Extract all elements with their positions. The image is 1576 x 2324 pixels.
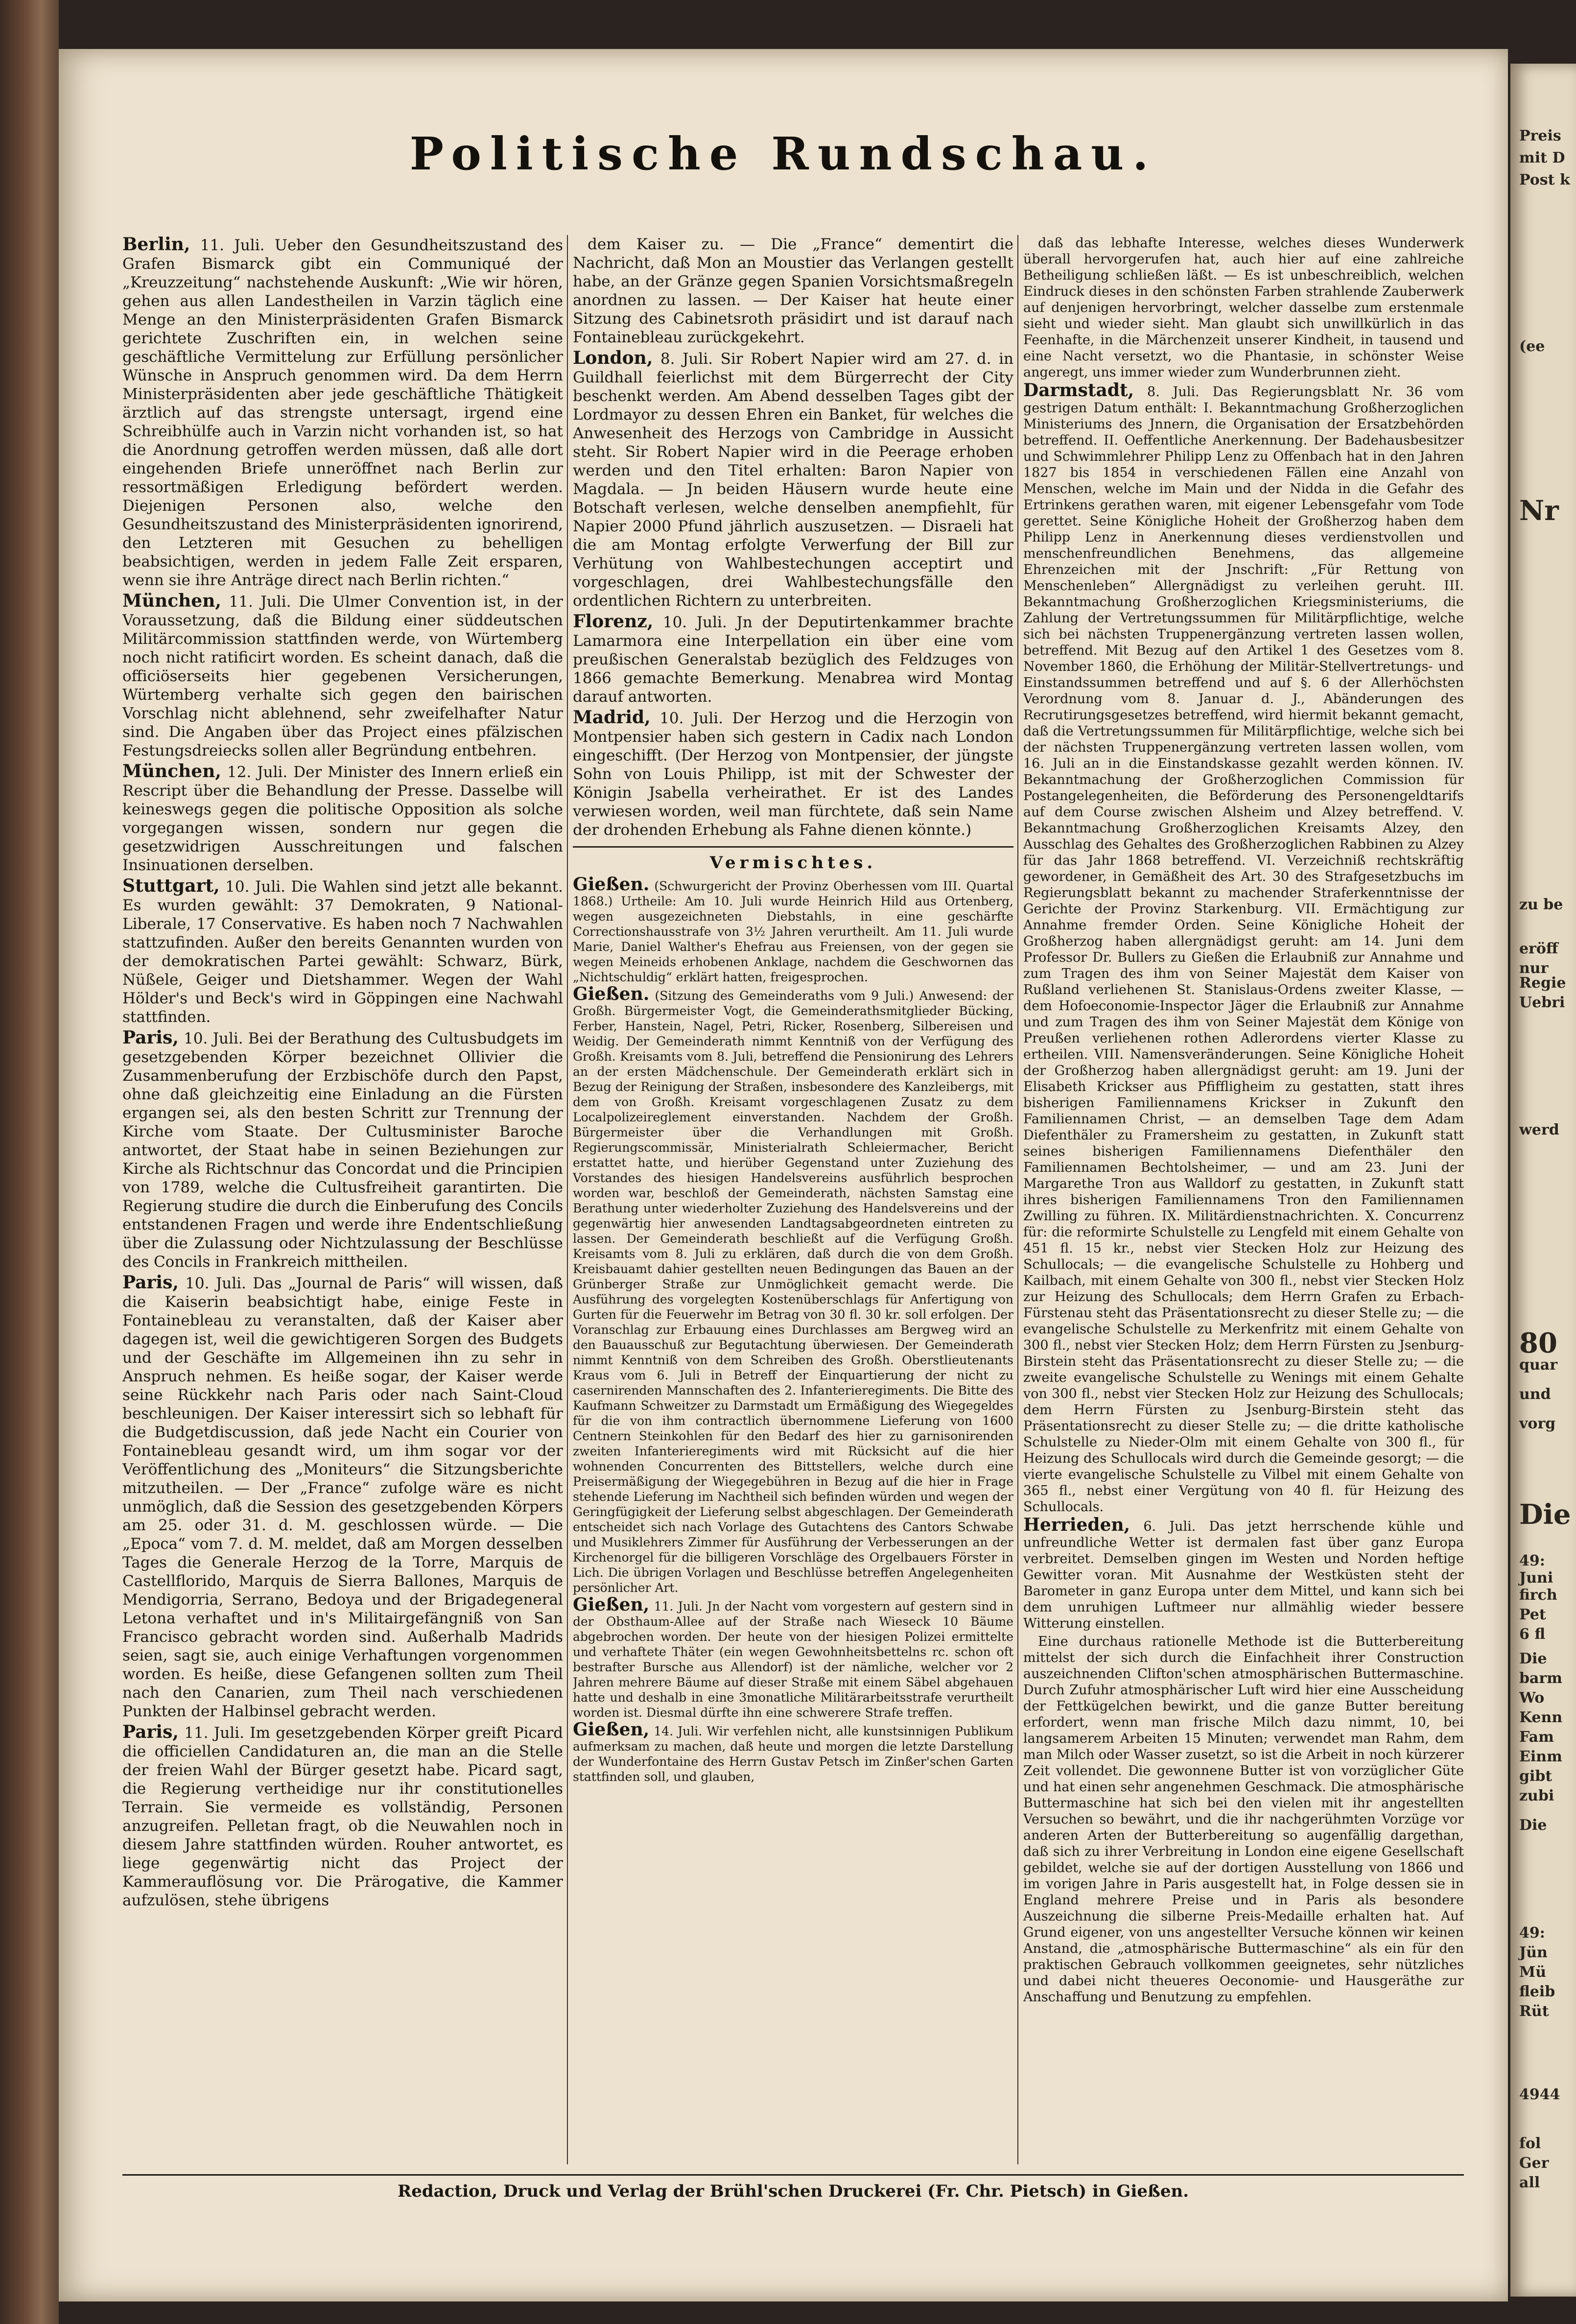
next-page-fragment: Juni	[1519, 1569, 1553, 1587]
article-text: daß das lebhafte Interesse, welches dieses Wunderwerk überall hervorgerufen hat, auch hier auf eine zahlreiche Betheiligung schließen läßt. — Es ist unbeschreiblich, welchen Eindruck dieses in den schönsten Farben strahlende Zauberwerk auf denjenigen hervorbringt, welcher dasselbe zum erstenmale sieht und wieder sieht. Man glaubt sich unwillkürlich in das Feenhafte, in die Märchenzeit unserer Kindheit, in tausend und eine Nacht versetzt, wo die Phantasie, in schönster Weise angeregt, uns immer wieder zum Wunderbrunnen zieht.	[1023, 236, 1464, 380]
column-middle	[573, 235, 1013, 2164]
article-text: dem Kaiser zu. — Die „France“ dementirt die Nachricht, daß Mon an Moustier das Verlangen gestellt habe, an der Gränze gegen Spanien Vorsichtsmaßregeln anordnen zu lassen. — Der Kaiser hat heute einer Sitzung des Cabinetsroth präsidirt und ist darauf nach Fontainebleau zurückgekehrt.	[573, 236, 1013, 346]
next-page-fragment: Regie	[1519, 974, 1566, 992]
next-page-fragment: Jün	[1519, 1944, 1548, 1961]
next-page-fragment: barm	[1519, 1670, 1562, 1687]
next-page-fragment: Die	[1519, 1650, 1547, 1667]
dateline-place: Darmstadt,	[1023, 380, 1134, 401]
next-page-fragment: fleib	[1519, 1983, 1555, 2000]
article-text: 10. Juli. Bei der Berathung des Cultusbudgets im gesetzgebenden Körper bezeichnet Ollivier die Zusammenberufung der Erzbischöfe durch den Papst, ohne daß gleichzeitig eine Einladung an die Fürsten ergangen sei, als den besten Schritt zur Trennung der Kirche vom Staate. Der Cultusminister Baroche antwortet, der Staat habe in seinen Beziehungen zur Kirche als Richtschnur das Concordat und die Principien von 1789, welche die Cultusfreiheit garantirten. Die Regierung studire die durch die Einberufung des Concils entstandenen Fragen und werde ihre Endentschließung über die Zulassung oder Nichtzulassung der Beschlüsse des Concils in Frankreich mittheilen.	[122, 1030, 563, 1271]
next-page-fragment: Rüt	[1519, 2003, 1549, 2020]
dateline-place: Paris,	[122, 1272, 179, 1293]
dateline-place: Madrid,	[573, 707, 651, 728]
dateline-place: Stuttgart,	[122, 876, 220, 896]
dateline-place: Florenz,	[573, 611, 654, 632]
article-paragraph	[573, 874, 1013, 985]
next-page-fragment: 49:	[1519, 1924, 1545, 1942]
next-page-fragment: Preis	[1519, 127, 1561, 144]
article-text: 8. Juli. Das Regierungsblatt Nr. 36 vom gestrigen Datum enthält: I. Bekanntmachung Großherzoglichen Ministeriums des Jnnern, die Organisation der Ersatzbehörden betreffend. II. Oeffentliche Anerkennung. Der Badehausbesitzer und Schwimmlehrer Philipp Lenz zu Offenbach hat in den Jahren 1827 bis 1854 in verschiedenen Fällen eine Anzahl von Menschen, welche im Main und der Nidda in die Gefahr des Ertrinkens gerathen waren, mit eigener Lebensgefahr vom Tode gerettet. Seine Königliche Hoheit der Großherzog haben dem Philipp Lenz in Anerkennung dieses verdienstvollen und menschenfreundlichen Benehmens, das allgemeine Ehrenzeichen mit der Jnschrift: „Für Rettung von Menschenleben“ Allergnädigst zu verleihen geruht. III. Bekanntmachung Großherzoglichen Kriegsministeriums, die Zahlung der Vertretungssummen für Militärpflichtige, welche sich bei nächsten Truppenergänzung vertreten lassen wollen, betreffend. Mit Bezug auf den Artikel 1 des Gesetzes vom 8. November 1860, die Erhöhung der Militär-Stellvertretungs- und Einstandssummen betreffend und auf §. 6 der Allerhöchsten Verordnung vom 8. Januar d. J., Abänderungen des Recrutirungsgesetzes betreffend, wird hiermit bekannt gemacht, daß die Vertretungssummen für Militärpflichtige, welche sich bei der nächsten Truppenergänzung vertreten lassen wollen, vom 16. Juli an in die Einstandskasse gezahlt werden können. IV. Bekanntmachung der Großherzoglichen Commission für Postangelegenheiten, die Beförderung des Personengeldtarifs auf dem Course zwischen Alsheim und Alzey betreffend. V. Bekanntmachung Großherzoglichen Kreisamts Alzey, den Ausschlag des Gehaltes des Großherzoglichen Rabbinen zu Alzey für das Jahr 1868 betreffend. VI. Verzeichniß rechtskräftig gewordener, in Gemäßheit des Art. 30 des Strafgesetzbuchs im Regierungsblatt bekannt zu machender Straferkenntnisse der Gerichte der Provinz Starkenburg. VII. Ermächtigung zur Annahme fremder Orden. Seine Königliche Hoheit der Großherzog haben allergnädigst geruht: am 14. Juni dem Professor Dr. Bullers zu Gießen die Erlaubniß zur Annahme und zum Tragen des ihm von Seiner Majestät dem Kaiser von Rußland verliehenen St. Stanislaus-Ordens zweiter Klasse, — dem Hofoeconomie-Inspector Jäger die Erlaubniß zur Annahme und zum Tragen des ihm von Seiner Majestät dem Könige von Preußen verliehenen rothen Adlerordens vierter Klasse zu ertheilen. VIII. Namensveränderungen. Seine Königliche Hoheit der Großherzog haben allergnädigst geruht: am 19. Juni der Elisabeth Krickser aus Pfiffligheim zu gestatten, statt ihres bisherigen Familiennamens Krickser in Zukunft den Familiennamen Christ, — an demselben Tage dem Adam Diefenthäler zu Framersheim zu gestatten, in Zukunft statt seines bisherigen Familiennamens Diefenthäler den Familiennamen Bechtolsheimer, — und am 23. Juni der Margarethe Tron aus Walldorf zu gestatten, in Zukunft statt ihres bisherigen Familiennamens Tron den Familiennamen Zwilling zu führen. IX. Militärdienstnachrichten. X. Concurrenz für: die reformirte Schulstelle zu Lengfeld mit einem Gehalte von 451 fl. 15 kr., nebst vier Stecken Holz zur Heizung des Schullocals; — die evangelische Schulstelle zu Hohberg und Kailbach, mit einem Gehalte von 300 fl., nebst vier Stecken Holz zur Heizung des Schullocals; dem Herrn Grafen zu Erbach-Fürstenau steht das Präsentationsrecht zu dieser Stelle zu; — die evangelische Schulstelle zu Merkenfritz mit einem Gehalte von 300 fl., nebst vier Stecken Holz; dem Herrn Fürsten zu Jsenburg-Birstein steht das Präsentationsrecht zu dieser Stelle zu; — die zweite evangelische Schulstelle zu Wenings mit einem Gehalte von 300 fl., nebst vier Stecken Holz zur Heizung des Schullocals; dem Herrn Fürsten zu Jsenburg-Birstein steht das Präsentationsrecht zu dieser Stelle zu; — die dritte katholische Schulstelle zu Nieder-Olm mit einem Gehalte von 300 fl., für Heizung des Schullocals wird durch die Gemeinde gesorgt; — die vierte evangelische Schulstelle zu Vilbel mit einem Gehalte von 365 fl., nebst einer Vergütung von 40 fl. für Heizung des Schullocals.	[1023, 384, 1464, 1515]
next-page-fragment: 6 fl	[1519, 1626, 1546, 1643]
next-page-fragment: fol	[1519, 2135, 1541, 2152]
next-page-fragment: Pet	[1519, 1606, 1546, 1623]
article-paragraph	[573, 1594, 1013, 1720]
column-right	[1023, 235, 1464, 2164]
dateline-place: München,	[122, 761, 221, 782]
article-text: Eine durchaus rationelle Methode ist die Butterbereitung mittelst der sich durch die Einfachheit ihrer Construction auszeichnenden Clifton'schen atmosphärischen Buttermaschine. Durch Zufuhr atmosphärischer Luft wird hier eine Ausscheidung der Fettkügelchen bewirkt, und die ganze Butter bereitung erfordert, wenn man frische Milch dazu nimmt, 10, bei langsamerem Arbeiten 15 Minuten; verwendet man Rahm, dem man Milch oder Wasser zusetzt, so ist die Arbeit in noch kürzerer Zeit vollendet. Die gewonnene Butter ist von vorzüglicher Güte und hat einen sehr angenehmen Geschmack. Die atmosphärische Buttermaschine hat sich bei den vielen mit ihr angestellten Versuchen so bewährt, und die ihr nachgerühmten Vorzüge vor anderen Arten der Butterbereitung so augenfällig dargethan, daß sich zu ihrer Verbreitung in London eine eigene Gesellschaft gebildet, welche sie auf der dortigen Ausstellung von 1866 und im vorigen Jahre in Paris ausgestellt hat, in Folge dessen sie in England mehrere Preise und in Paris als besondere Auszeichnung die silberne Preis-Medaille erhalten hat. Auf Grund eigener, von uns angestellter Versuche können wir keinen Anstand, die „atmosphärische Buttermaschine“ als ein für den praktischen Gebrauch vollkommen geeignetes, sehr nützliches und dabei nicht theueres Oeconomie- und Hausgeräthe zur Anschaffung und Benutzung zu empfehlen.	[1023, 1634, 1464, 2005]
next-page-fragment: Die	[1519, 1817, 1547, 1834]
next-page-fragment: 80	[1519, 1327, 1557, 1359]
article-paragraph	[122, 592, 563, 760]
next-page-fragment: Kenn	[1519, 1709, 1563, 1726]
next-page-fragment: Post k	[1519, 171, 1570, 189]
next-page-fragment: 4944	[1519, 2086, 1560, 2103]
article-paragraph	[1023, 1517, 1464, 1632]
next-page-fragment: Mü	[1519, 1964, 1547, 1981]
article-paragraph	[122, 877, 563, 1026]
section-heading-vermischtes: Vermischtes.	[573, 846, 1013, 872]
next-page-fragment: Nr	[1519, 495, 1559, 527]
dateline-place: Paris,	[122, 1722, 179, 1742]
article-paragraph	[573, 1719, 1013, 1784]
next-page-fragment: werd	[1519, 1121, 1559, 1138]
article-text: 10. Juli. Der Herzog und die Herzogin von Montpensier haben sich gestern in Cadix nach London eingeschifft. (Der Herzog von Montpensier, der jüngste Sohn von Louis Philipp, ist mit der Schwester der Königin Jsabella verheirathet. Er ist des Landes verwiesen worden, weil man fürchtete, daß sein Name der drohenden Erhebung als Fahne dienen könnte.)	[573, 710, 1013, 839]
article-paragraph	[122, 1028, 563, 1271]
dateline-place: Paris,	[122, 1027, 179, 1048]
dateline-place: München,	[122, 591, 221, 611]
next-page-fragment: und	[1519, 1386, 1551, 1403]
footer-rule	[122, 2174, 1464, 2176]
dateline-place: Gießen,	[573, 1719, 650, 1740]
newspaper-page	[59, 49, 1508, 2301]
next-page-fragment: Einm	[1519, 1748, 1562, 1765]
book-binding	[0, 0, 59, 2324]
next-page-fragment: Uebri	[1519, 994, 1565, 1011]
next-page-fragment: quar	[1519, 1356, 1558, 1374]
article-text: 11. Juli. Ueber den Gesundheitszustand des Grafen Bismarck gibt ein Communiqué der „Kreuzzeitung“ nachstehende Auskunft: „Wie wir hören, gehen aus allen Landestheilen in Varzin täglich eine Menge an den Ministerpräsidenten Grafen Bismarck gerichtete Zuschriften ein, in welchen seine geschäftliche Vermittelung zur Erfüllung persönlicher Wünsche in Anspruch genommen wird. Da dem Herrn Ministerpräsidenten aber jede geschäftliche Thätigkeit ärztlich auf das strengste untersagt, irgend eine Schreibhülfe auch in Varzin nicht vorhanden ist, so hat die Anordnung getroffen werden müssen, daß alle dort eingehenden Briefe unneröffnet nach Berlin zur ressortmäßigen Erledigung befördert werden. Diejenigen Personen also, welche den Gesundheitszustand des Ministerpräsidenten ignorirend, den Letzteren mit Gesuchen zu behelligen beabsichtigen, werden in jedem Falle Zeit ersparen, wenn sie ihre Anträge direct nach Berlin richten.“	[122, 237, 563, 589]
next-page-fragment: Fam	[1519, 1729, 1554, 1746]
adjacent-page-edge	[1510, 64, 1576, 2297]
next-page-fragment: zu be	[1519, 896, 1563, 913]
next-page-fragment: firch	[1519, 1587, 1557, 1604]
article-paragraph	[122, 1723, 563, 1910]
article-paragraph	[122, 762, 563, 875]
article-paragraph	[573, 235, 1013, 347]
next-page-fragment: gibt	[1519, 1768, 1552, 1785]
article-text: (Schwurgericht der Provinz Oberhessen vom III. Quartal 1868.) Urtheile: Am 10. Juli wurde Heinrich Hild aus Ortenberg, wegen ausgezeichneten Diebstahls, in eine geschärfte Correctionshausstrafe von 3½ Jahren verurtheilt. Am 11. Juli wurde Marie, Daniel Walther's Ehefrau aus Freiensen, von der gegen sie wegen Meineids erhobenen Anklage, nachdem die Geschwornen das „Nichtschuldig“ erklärt hatten, freigesprochen.	[573, 879, 1013, 984]
next-page-fragment: 49:	[1519, 1552, 1545, 1569]
article-paragraph	[1023, 1634, 1464, 2005]
dateline-place: Gießen,	[573, 1594, 650, 1615]
article-paragraph	[122, 235, 563, 590]
column-left	[122, 235, 563, 2164]
column-divider	[567, 235, 568, 2164]
imprint-footer: Redaction, Druck und Verlag der Brühl'schen Druckerei (Fr. Chr. Pietsch) in Gießen.	[397, 2182, 1189, 2201]
article-text: 11. Juli. Jn der Nacht vom vorgestern auf gestern sind in der Obsthaum-Allee auf der Straße nach Wieseck 10 Bäume abgebrochen worden. Der heute von der hiesigen Polizei ermittelte und verhaftete Thäter (ein wegen Gewohnheitsbettelns rc. schon oft bestrafter Bursche aus Allendorf) ist der nämliche, welcher vor 2 Jahren mehrere Bäume auf dieser Straße mit einem Säbel abgehauen hatte und deshalb in eine 3monatliche Militärarbeitsstrafe verurtheilt worden ist. Diesmal dürfte ihn eine schwerere Strafe treffen.	[573, 1599, 1013, 1720]
article-text: 11. Juli. Im gesetzgebenden Körper greift Picard die officiellen Candidaturen an, die man an die Stelle der freien Wahl der Bürger gesetzt habe. Picard sagt, die Regierung vertheidige nur ihr constitutionelles Terrain. Sie vermeide es vollständig, Personen anzugreifen. Pelletan fragt, ob die Neuwahlen noch in diesem Jahre stattfinden würden. Rouher antwortet, es liege gegenwärtig nicht das Project der Kammerauflösung vor. Die Prärogative, die Kammer aufzulösen, stehe übrigens	[122, 1724, 563, 1909]
next-page-fragment: vorg	[1519, 1415, 1556, 1432]
article-text: 6. Juli. Das jetzt herrschende kühle und unfreundliche Wetter ist dermalen fast über ganz Europa verbreitet. Demselben gingen im Westen und Norden heftige Gewitter voran. Mit Ausnahme der Westküsten steht der Barometer in ganz Europa unter dem Mittel, und kann sich bei dem unruhigen Luftmeer nur allmählig wieder bessere Witterung einstellen.	[1023, 1519, 1464, 1631]
dateline-place: Gießen.	[573, 984, 650, 1004]
article-text: (Sitzung des Gemeinderaths vom 9 Juli.) Anwesend: der Großh. Bürgermeister Vogt, die Gemeinderathsmitglieder Bücking, Ferber, Hanstein, Nagel, Petri, Ricker, Rosenberg, Silbereisen und Weidig. Der Gemeinderath nimmt Kenntniß von der Verfügung des Großh. Kreisamts vom 8. Juli, betreffend die Pensionirung des Lehrers an der ersten Mädchenschule. Der Gemeinderath erklärt sich in Bezug der Reinigung der Straßen, insbesondere des Kanzleibergs, mit dem von Großh. Kreisamt vorgeschlagenen Zusatz zu dem Localpolizeireglement einverstanden. Nachdem der Großh. Bürgermeister über die Verhandlungen mit Großh. Regierungscommissär, Ministerialrath Schleiermacher, Bericht erstattet hatte, und hierüber Gegenstand unter Zuziehung des Vorstandes des hiesigen Handelsvereins ausführlich besprochen worden war, beschloß der Gemeinderath, nächsten Samstag eine Berathung unter wiederholter Zuziehung des Handelsvereins und der gegenwärtig hier anwesenden Landtagsabgeordneten eintreten zu lassen. Der Gemeinderath beschließt auf die Verfügung Großh. Kreisamts vom 8. Juli zu erklären, daß durch die von dem Großh. Kreisbauamt dahier gestellten neuen Bedingungen das Bauen an der Grünberger Straße zur Unmöglichkeit gemacht werde. Die Ausführung des vorgelegten Kostenüberschlags für Anfertigung von Gurten für die Feuerwehr im Betrag von 30 fl. 30 kr. soll erfolgen. Der Voranschlag zur Erbauung eines Durchlasses am Bergweg wird an den Bauausschuß zur Begutachtung überwiesen. Der Gemeinderath nimmt Kenntniß von dem Schreiben des Großh. Oberstlieutenants Kraus vom 6. Juli in Betreff der Einquartierung der nicht zu casernirenden Mannschaften des 2. Infanterieregiments. Die Bitte des Kaufmann Schweitzer zu Darmstadt um Ermäßigung des Wiegegeldes für die von ihm contractlich übernommene Lieferung von 1600 Centnern Steinkohlen für den Bedarf des hier zu garnisonirenden zweiten Infanterieregiments wird mit Rücksicht auf die hier wohnenden Concurrenten des Bittstellers, welche durch eine Preisermäßigung der Wiegegebühren in Bezug auf die hier in Frage stehende Lieferung im Nachtheil sich befinden würden und wegen der Geringfügigkeit der Lieferung selbst abgeschlagen. Der Gemeinderath entscheidet sich nach Vorlage des Gutachtens des Cantors Schwabe und Musiklehrers Zimmer für Ausführung der Verbesserungen an der Kirchenorgel für die billigeren Vorschläge des Orgelbauers Förster in Lich. Die übrigen Vorlagen und Beschlüsse betreffen Angelegenheiten persönlicher Art.	[573, 989, 1013, 1595]
next-page-fragment: Ger	[1519, 2155, 1549, 2172]
next-page-fragment: nur	[1519, 960, 1549, 977]
next-page-fragment: Die	[1519, 1498, 1571, 1531]
article-paragraph	[573, 349, 1013, 610]
article-paragraph	[1023, 235, 1464, 380]
next-page-fragment: eröff	[1519, 940, 1558, 957]
next-page-fragment: all	[1519, 2174, 1540, 2191]
article-paragraph	[122, 1273, 563, 1721]
dateline-place: Herrieden,	[1023, 1515, 1130, 1535]
dateline-place: London,	[573, 348, 653, 368]
next-page-fragment: (ee	[1519, 338, 1545, 355]
column-divider	[1017, 235, 1018, 2164]
article-text: 11. Juli. Die Ulmer Convention ist, in der Voraussetzung, daß die Bildung einer süddeutschen Militärcommission stattfinden werde, von Würtemberg noch nicht ratificirt worden. Es scheint danach, daß die officiöserseits hier gegebenen Versicherungen, Würtemberg verhalte sich gegen den bairischen Vorschlag nicht ablehnend, sehr zweifelhafter Natur sind. Die Angaben über das Project eines pfälzischen Festungsdreiecks sollen aller Begründung entbehren.	[122, 593, 563, 759]
article-paragraph	[573, 708, 1013, 839]
article-text: 14. Juli. Wir verfehlen nicht, alle kunstsinnigen Publikum aufmerksam zu machen, daß heute und morgen die letzte Darstellung der Wunderfontaine des Herrn Gustav Petsch im Zinßer'schen Garten stattfinden soll, und glauben,	[573, 1724, 1013, 1784]
article-text: 10. Juli. Das „Journal de Paris“ will wissen, daß die Kaiserin beabsichtigt habe, einige Feste in Fontainebleau zu veranstalten, daß der Kaiser aber dagegen ist, weil die gewichtigeren Sorgen des Budgets und der Geschäfte im Allgemeinen ihn zu sehr in Anspruch nehmen. Es heiße sogar, der Kaiser werde seine Rückkehr nach Paris oder nach Saint-Cloud beschleunigen. Der Kaiser interessirt sich so lebhaft für die Budgetdiscussion, daß jede Nacht ein Courier von Fontainebleau gesandt wird, um ihm sogar vor der Veröffentlichung des „Moniteurs“ die Sitzungsberichte mitzutheilen. — Der „France“ zufolge wäre es nicht unmöglich, daß die Session des gesetzgebenden Körpers am 25. oder 31. d. M. geschlossen würde. — Die „Epoca“ vom 7. d. M. meldet, daß am Morgen desselben Tages die Generale Herzog de la Torre, Marquis de Castellflorido, Marquis de Sierra Ballones, Marquis de Mendigorria, Serrano, Bedoya und der Brigadegeneral Letona verhaftet und in's Militairgefängniß von San Francisco gebracht worden sind. Außerhalb Madrids seien, sagt sie, auch einige Verhaftungen vorgenommen worden. Es heiße, diese Gefangenen sollten zum Theil nach den Canarien, zum Theil nach verschiedenen Punkten der Halbinsel gebracht werden.	[122, 1275, 563, 1720]
next-page-fragment: Wo	[1519, 1689, 1545, 1707]
article-paragraph	[573, 984, 1013, 1595]
article-paragraph	[1023, 382, 1464, 1515]
article-text: 10. Juli. Jn der Deputirtenkammer brachte Lamarmora eine Interpellation ein über eine vom preußischen Generalstab bezüglich des Feldzuges von 1866 gemachte Bemerkung. Menabrea wird Montag darauf antworten.	[573, 614, 1013, 706]
article-text: 10. Juli. Die Wahlen sind jetzt alle bekannt. Es wurden gewählt: 37 Demokraten, 9 National-Liberale, 17 Conservative. Es haben noch 7 Nachwahlen stattzufinden. Außer den bereits Genannten wurden von der demokratischen Partei gewählt: Schwarz, Bürk, Nüßele, Geiger und Dietshammer. Wegen der Wahl Hölder's und Beck's wird in Göppingen eine Nachwahl stattfinden.	[122, 878, 563, 1026]
dateline-place: Berlin,	[122, 235, 190, 255]
article-text: 12. Juli. Der Minister des Innern erließ ein Rescript über die Behandlung der Presse. Dasselbe will keineswegs gegen die politische Opposition als solche vorgegangen wissen, sondern nur gegen die gesetzwidrigen Ausschreitungen und falschen Insinuationen derselben.	[122, 763, 563, 874]
next-page-fragment: mit D	[1519, 149, 1565, 166]
article-paragraph	[573, 612, 1013, 706]
article-text: 8. Juli. Sir Robert Napier wird am 27. d. in Guildhall feierlichst mit dem Bürgerrecht der City beschenkt werden. Am Abend desselben Tages gibt der Lordmayor zu dessen Ehren ein Banket, für welches die Anwesenheit des Herzogs von Cambridge in Aussicht steht. Sir Robert Napier wird in die Peerage erhoben werden und den Titel erhalten: Baron Napier von Magdala. — Jn beiden Häusern wurde heute eine Botschaft verlesen, welche denselben anempfiehlt, für Napier 2000 Pfund jährlich auszusetzen. — Disraeli hat die am Montag erfolgte Verwerfung der Bill zur Verhütung von Wahlbestechungen acceptirt und vorgeschlagen, drei Wahlbestechungsfälle den ordentlichen Richtern zu unterbreiten.	[573, 350, 1013, 610]
next-page-fragment: zubi	[1519, 1787, 1554, 1804]
masthead-title: Politische Rundschau.	[409, 127, 1157, 180]
dateline-place: Gießen.	[573, 874, 650, 895]
